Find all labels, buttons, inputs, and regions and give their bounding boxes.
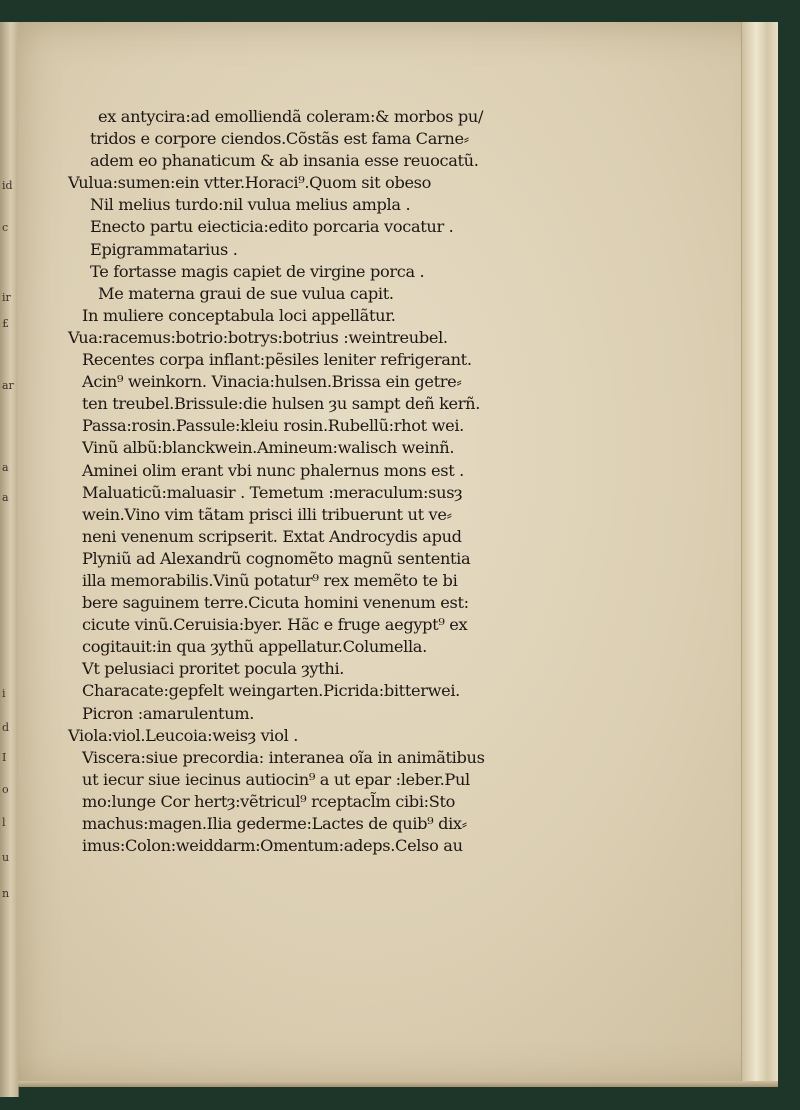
page-bottom-edge: [18, 1081, 778, 1087]
left-fragment: n: [2, 887, 10, 900]
text-line: Acin⁹ weinkorn. Vinacia:hulsen.Brissa ein getre⸗: [82, 372, 462, 392]
left-fragment: d: [2, 721, 10, 734]
left-fragment: o: [2, 783, 9, 796]
left-fragment: i: [2, 687, 6, 700]
left-fragment: ar: [2, 379, 14, 392]
text-line: Aminei olim erant vbi nunc phalernus mons est .: [82, 460, 464, 480]
text-line: ut iecur siue iecinus autiocin⁹ a ut epar :leber.Pul: [82, 769, 470, 789]
left-fragment: u: [2, 851, 10, 864]
left-fragment: l: [2, 816, 6, 829]
left-fragment: £: [2, 317, 9, 330]
left-fragment: I: [2, 751, 7, 764]
text-line: wein.Vino vim tãtam prisci illi tribuerunt ut ve⸗: [82, 504, 452, 524]
text-line: Recentes corpa inflant:pẽsiles leniter refrigerant.: [82, 350, 472, 370]
text-line: neni venenum scripserit. Extat Androcydis apud: [82, 526, 462, 546]
text-line: illa memorabilis.Vinũ potatur⁹ rex memẽto te bi: [82, 570, 458, 590]
text-line: Epigrammatarius .: [90, 239, 238, 259]
text-line: adem eo phanaticum & ab insania esse reuocatũ.: [90, 151, 479, 171]
text-line: Viscera:siue precordia: interanea oĩa in animãtibus: [82, 747, 485, 767]
text-line: Vulua:sumen:ein vtter.Horaci⁹.Quom sit obeso: [68, 173, 432, 193]
text-line: Me materna graui de sue vulua capit.: [98, 283, 394, 303]
printed-text-block: [68, 106, 608, 857]
text-line: Maluaticũ:maluasir . Temetum :meraculum:susȝ: [82, 482, 463, 502]
text-line: Enecto partu eiecticia:edito porcaria vocatur .: [90, 217, 454, 237]
text-line: Characate:gepfelt weingarten.Picrida:bitterwei.: [82, 681, 460, 701]
left-fragment: a: [2, 461, 9, 474]
text-line: Vinũ albũ:blanckwein.Amineum:walisch weinñ.: [82, 438, 455, 458]
text-line: ten treubel.Brissule:die hulsen ȝu sampt deñ kerñ.: [82, 394, 481, 414]
text-line: imus:Colon:weiddarm:Omentum:adeps.Celso au: [82, 836, 463, 856]
left-page-edge: [0, 22, 19, 1097]
text-line: Picron :amarulentum.: [82, 703, 255, 723]
text-line: Plyniũ ad Alexandrũ cognomẽto magnũ sententia: [82, 548, 471, 568]
text-line: Vua:racemus:botrio:botrys:botrius :weintreubel.: [68, 327, 448, 347]
left-fragment: a: [2, 491, 9, 504]
text-line: Vt pelusiaci proritet pocula ȝythi.: [82, 659, 345, 679]
text-line: Nil melius turdo:nil vulua melius ampla .: [90, 195, 411, 215]
text-line: tridos e corpore ciendos.Cõstãs est fama Carne⸗: [90, 129, 469, 149]
text-line: ex antycira:ad emolliendã coleram:& morbos pu/: [98, 107, 484, 126]
text-line: Viola:viol.Leucoia:weisȝ viol .: [68, 725, 299, 745]
text-line: In muliere conceptabula loci appellãtur.: [82, 305, 396, 325]
text-line: machus:magen.Ilia gederme:Lactes de quib⁹ dix⸗: [82, 814, 467, 833]
left-page-text-fragments: [2, 22, 16, 1097]
text-line: Passa:rosin.Passule:kleiu rosin.Rubellũ:rhot wei.: [82, 416, 464, 436]
text-line: bere saguinem terre.Cicuta homini venenum est:: [82, 593, 469, 613]
left-fragment: c: [2, 221, 9, 234]
text-line: cicute vinũ.Ceruisia:byer. Hãc e fruge aegypt⁹ ex: [82, 615, 468, 635]
text-line: cogitauit:in qua ȝythũ appellatur.Columella.: [82, 637, 427, 657]
text-line: mo:lunge Cor hertȝ:vẽtricul⁹ rceptacl̃m cibi:Sto: [82, 791, 456, 811]
text-line: Te fortasse magis capiet de virgine porca .: [90, 261, 425, 281]
left-fragment: id: [2, 179, 13, 192]
page-stack-edges: [741, 22, 778, 1087]
left-fragment: ir: [2, 291, 11, 304]
